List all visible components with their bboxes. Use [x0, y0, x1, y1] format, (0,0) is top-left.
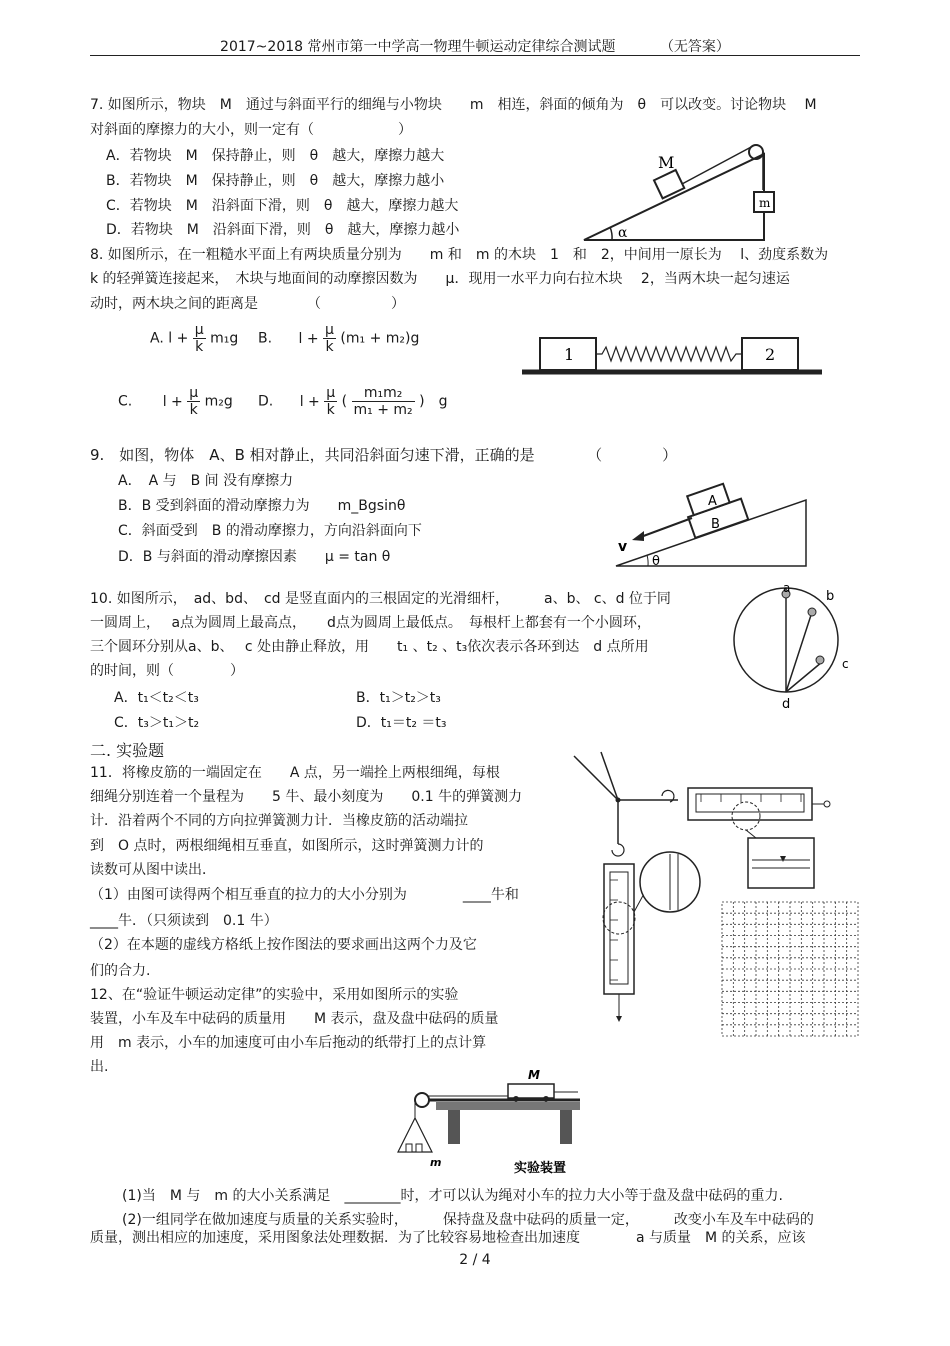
header-rule [90, 55, 860, 56]
q11-part2: （2）在本题的虚线方格纸上按作图法的要求画出这两个力及它 [90, 937, 477, 953]
q8-d-den: m₁ + m₂ [353, 402, 413, 418]
page-header [90, 36, 860, 56]
q8-option-c [118, 385, 233, 418]
q8-stem-line3: 动时，两木块之间的距离是 （ ） [90, 296, 405, 312]
q10-stem-line1: 10. 如图所示， ad、bd、 cd 是竖直面内的三根固定的光滑细杆， a、b、 c、d 位于同 [90, 591, 671, 607]
q11-line5: 读数可从图中读出． [90, 862, 216, 878]
q8-option-b [258, 322, 419, 355]
q10-figure [730, 580, 858, 712]
q7-angle-label: α [618, 225, 628, 241]
q12-line3: 用 m 表示，小车的加速度可由小车后拖动的纸带打上的点计算 [90, 1035, 487, 1051]
q8-c-mu: μ [189, 385, 199, 401]
q12-part2-line2: 质量，测出相应的加速度，采用图象法处理数据．为了比较容易地检查出加速度 a 与质量 M 的关系，应该 [90, 1230, 806, 1246]
q9-label-B: B [711, 517, 720, 532]
q8-d-num: m₁m₂ [352, 385, 415, 402]
q10-option-b: B．t₁＞t₂＞t₃ [356, 690, 441, 706]
q10-stem-line3: 三个圆环分别从a、b、 c 处由静止释放，用 t₁ 、t₂ 、t₃依次表示各环到达 d 点所用 [90, 639, 649, 655]
header-title: 2017~2018 常州市第一中学高一物理牛顿运动定律综合测试题 [220, 39, 616, 55]
q11-line1: 11．将橡皮筋的一端固定在 A 点，另一端拴上两根细绳，每根 [90, 765, 500, 781]
q11-line4: 到 O 点时，两根细绳相互垂直，如图所示，这时弹簧测力计的 [90, 838, 484, 854]
q9-label-theta: θ [652, 554, 660, 569]
header-note: （无答案） [659, 39, 730, 55]
q8-option-c-l: l + [162, 393, 183, 410]
q7-label-M: M [658, 153, 675, 172]
q8-option-d-label: D. [258, 393, 274, 410]
q12-part2-line1: (2)一组同学在做加速度与质量的关系实验时， 保持盘及盘中砝码的质量一定， 改变小车及车中砝码的 [122, 1212, 814, 1228]
q11-part1-cont: ____牛．（只须读到 0.1 牛） [90, 913, 278, 929]
q9-label-v: v [618, 539, 628, 555]
q8-b-mu: μ [325, 322, 334, 338]
q10-label-a: a [783, 581, 791, 595]
q12-line2: 装置，小车及车中砝码的质量用 M 表示，盘及盘中砝码的质量 [90, 1011, 499, 1027]
q10-label-d: d [782, 697, 791, 712]
q8-option-b-label: B. [258, 330, 273, 347]
q7-option-c: C．若物块 M 沿斜面下滑，则 θ 越大，摩擦力越大 [106, 198, 459, 214]
q12-cart [508, 1084, 554, 1098]
q8-a-mu: μ [194, 322, 204, 338]
q8-option-d-close: ) g [419, 393, 448, 410]
q11-line3: 计．沿着两个不同的方向拉弹簧测力计．当橡皮筋的活动端拉 [90, 813, 468, 829]
q12-line1: 12、在“验证牛顿运动定律”的实验中，采用如图所示的实验 [90, 987, 459, 1003]
q8-c-k: k [189, 402, 198, 418]
q7-option-d: D．若物块 M 沿斜面下滑，则 θ 越大，摩擦力越小 [106, 222, 460, 238]
q8-spring [596, 347, 742, 361]
q11-vertical-balance [604, 864, 634, 994]
q10-option-c: C．t₃＞t₁＞t₂ [114, 715, 200, 731]
q9-label-A: A [708, 494, 717, 509]
q12-line4: 出. [90, 1059, 109, 1075]
q8-label-1: 1 [564, 345, 575, 364]
q8-a-k: k [195, 339, 204, 355]
q12-hanger [398, 1118, 432, 1152]
q8-option-b-tail: (m₁ + m₂)g [340, 330, 420, 347]
q8-option-c-label: C. [118, 393, 133, 410]
page-number: 2 / 4 [459, 1252, 491, 1268]
q8-option-a-tail: m₁g [210, 330, 239, 347]
q9-option-d: D．B 与斜面的滑动摩擦因素 μ = tan θ [118, 549, 391, 565]
q10-label-b: b [826, 589, 835, 604]
q11-horizontal-balance [688, 788, 812, 820]
q8-d-k: k [326, 402, 335, 418]
q11-part2-cont: 们的合力. [90, 963, 151, 979]
q12-caption: 实验装置 [514, 1161, 567, 1176]
q9-stem: 9. 如图，物体 A、B 相对静止，共同沿斜面匀速下滑，正确的是 （ ） [90, 446, 678, 464]
q8-option-c-tail: m₂g [204, 393, 233, 410]
q8-label-2: 2 [765, 345, 776, 364]
q10-option-a: A．t₁＜t₂＜t₃ [114, 690, 199, 706]
q7-figure [578, 138, 800, 246]
q8-b-k: k [325, 339, 334, 355]
q8-stem-line2: k 的轻弹簧连接起来， 木块与地面间的动摩擦因数为 μ．现用一水平力向右拉木块 2，当两木块一起匀速运 [90, 271, 790, 287]
q8-option-d-l: l + [299, 393, 320, 410]
q11-zoom-horizontal [748, 838, 814, 888]
q7-option-b: B．若物块 M 保持静止，则 θ 越大，摩擦力越小 [106, 173, 445, 189]
q8-stem-line1: 8. 如图所示，在一粗糙水平面上有两块质量分别为 m 和 m 的木块 1 和 2，中间用一原长为 l、劲度系数为 [90, 247, 829, 263]
q8-option-b-l: l + [298, 330, 319, 347]
q8-d-mu: μ [326, 385, 336, 401]
q8-figure [518, 330, 830, 382]
q8-option-d-open: ( [341, 393, 348, 410]
q9-figure [608, 478, 814, 570]
section-experiment-title: 二. 实验题 [90, 741, 165, 760]
q10-stem-line4: 的时间，则（ ） [90, 663, 244, 679]
q8-option-a-label: A. [150, 330, 164, 347]
q10-option-d: D．t₁＝t₂ ＝t₃ [356, 715, 447, 731]
q7-option-a: A．若物块 M 保持静止，则 θ 越大，摩擦力越大 [106, 148, 445, 164]
q10-label-c: c [842, 657, 849, 671]
q9-velocity-arrow [638, 518, 692, 538]
q7-stem-line2: 对斜面的摩擦力的大小，则一定有（ ） [90, 122, 412, 138]
q10-stem-line2: 一圆周上， a点为圆周上最高点， d点为圆周上最低点。 每根杆上都套有一个小圆环， [90, 615, 651, 631]
q7-stem-line1: 7. 如图所示，物块 M 通过与斜面平行的细绳与小物块 m 相连，斜面的倾角为 θ 可以改变。讨论物块 M [90, 97, 817, 113]
q8-option-a-l: l + [168, 330, 189, 347]
q12-label-M: M [528, 1068, 540, 1082]
q9-option-a: A． A 与 B 间 没有摩擦力 [118, 473, 294, 489]
q11-figure [566, 750, 862, 1040]
q12-figure [396, 1066, 592, 1180]
q9-option-c: C．斜面受到 B 的滑动摩擦力，方向沿斜面向下 [118, 523, 422, 539]
q8-option-a [150, 322, 238, 355]
q11-part1: （1）由图可读得两个相互垂直的拉力的大小分别为 ____牛和 [90, 887, 519, 903]
q12-label-m: m [430, 1156, 442, 1169]
q8-option-d [258, 385, 447, 418]
q12-part1: (1)当 M 与 m 的大小关系满足 ________时，才可以认为绳对小车的拉力大小等于盘及盘中砝码的重力. [122, 1188, 783, 1204]
q11-line2: 细绳分别连着一个量程为 5 牛、最小刻度为 0.1 牛的弹簧测力 [90, 789, 523, 805]
q9-option-b: B．B 受到斜面的滑动摩擦力为 m_Bgsinθ [118, 498, 406, 514]
q7-label-m: m [759, 196, 771, 210]
